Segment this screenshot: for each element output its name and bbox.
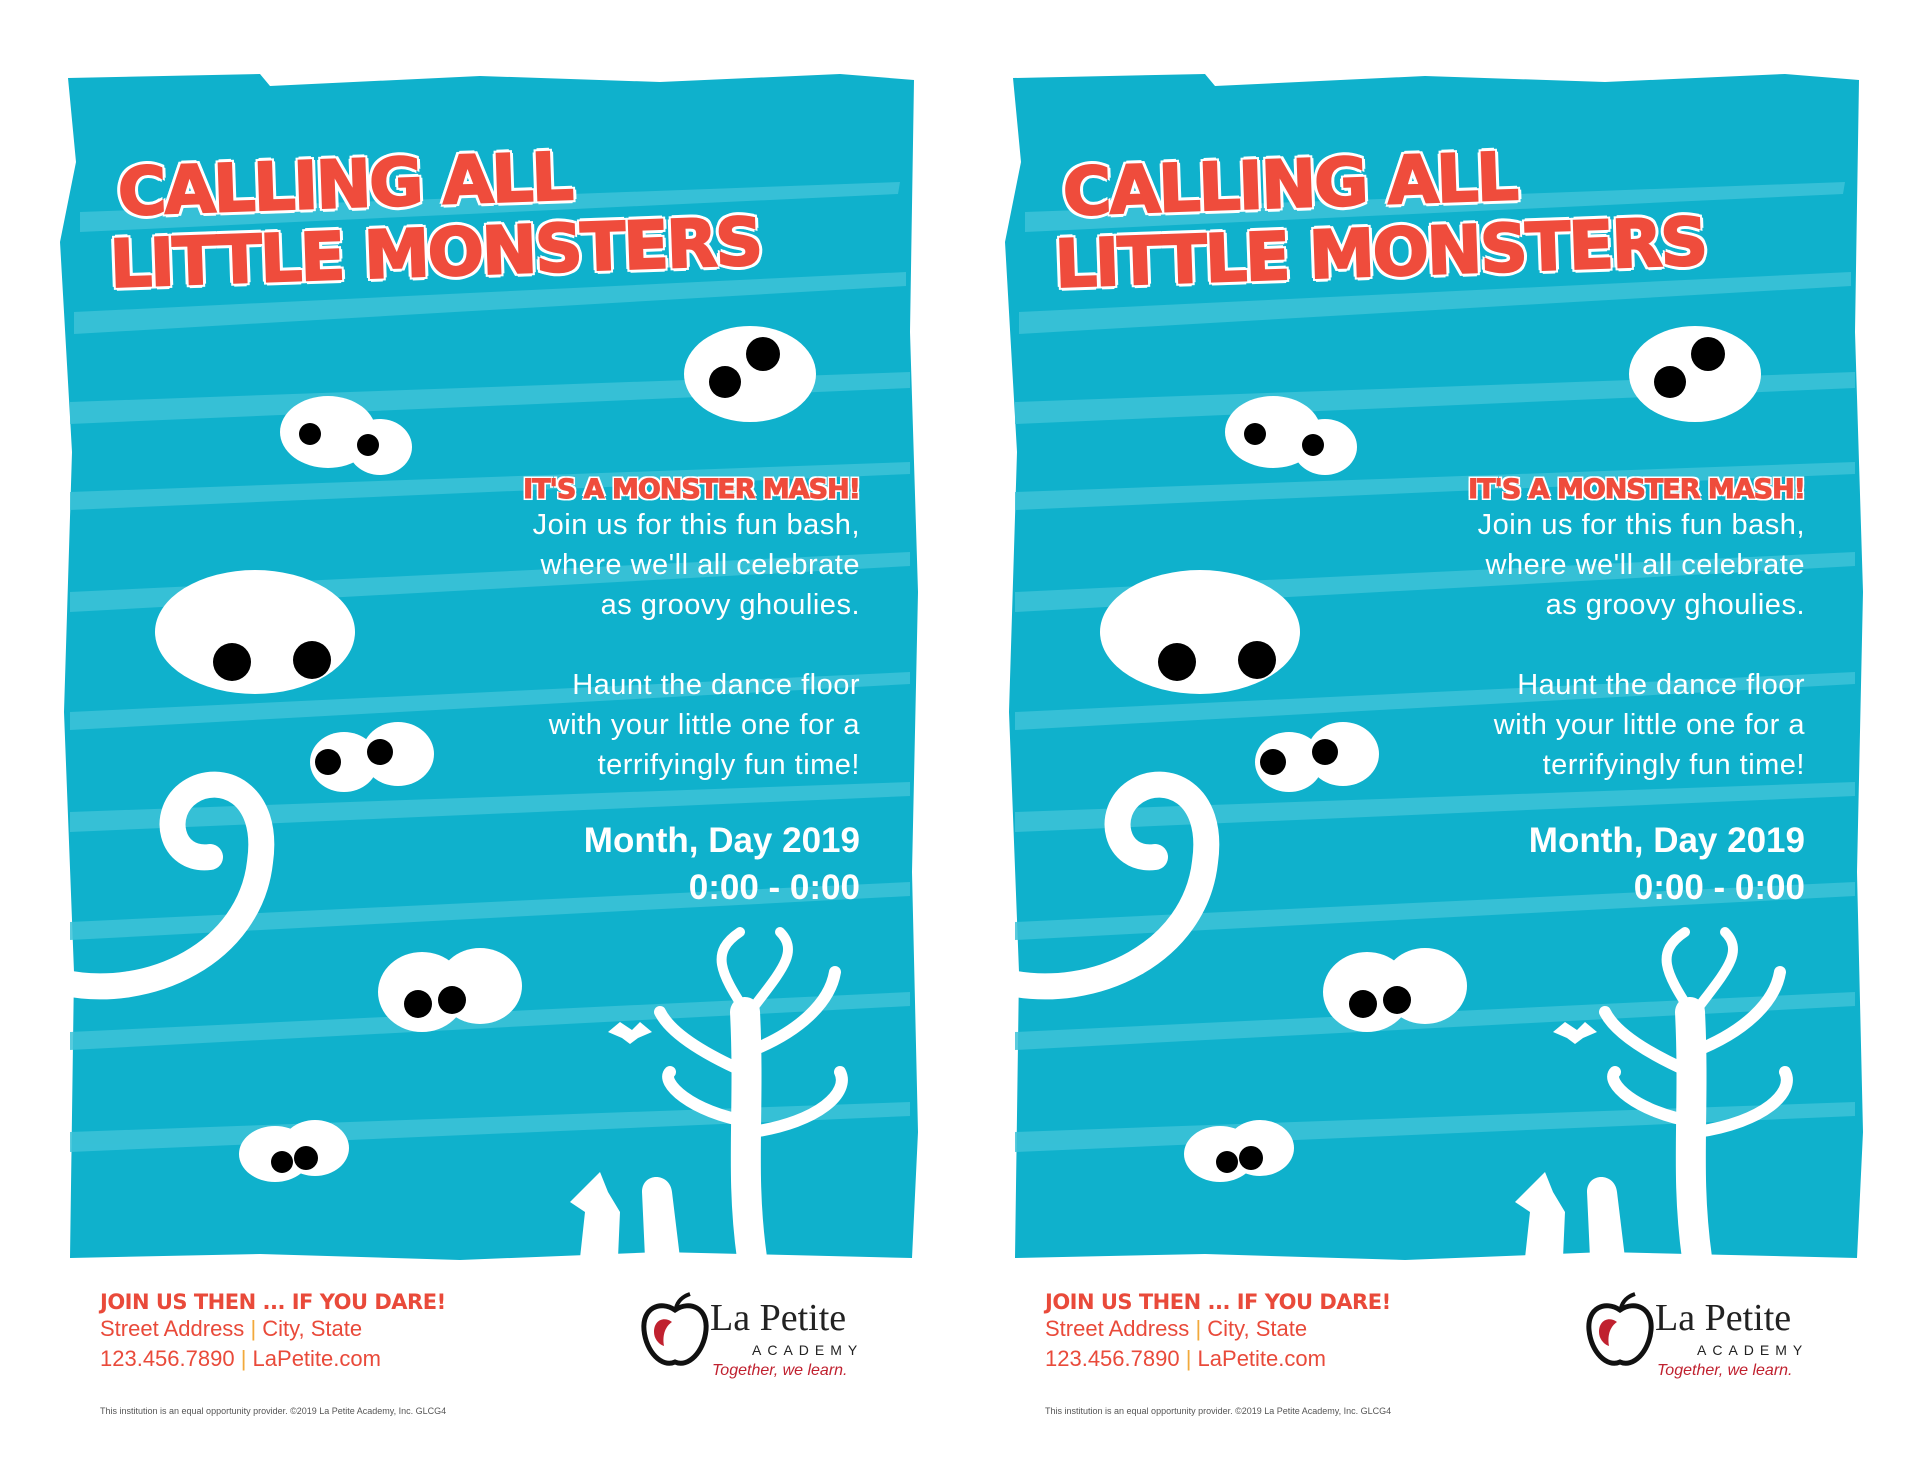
event-date: Month, Day 2019: [583, 821, 860, 860]
logo-name: La Petite: [710, 1297, 847, 1339]
legal-notice: This institution is an equal opportunity provider. ©2019 La Petite Academy, Inc. GLCG4: [100, 1406, 447, 1416]
legal-notice: This institution is an equal opportunity provider. ©2019 La Petite Academy, Inc. GLCG4: [1045, 1406, 1392, 1416]
paragraph-2: [320, 665, 860, 785]
paragraph-1: [320, 505, 860, 625]
la-petite-logo: [640, 1278, 900, 1388]
event-when: [1265, 817, 1805, 911]
invitation-copy: [320, 474, 860, 911]
tagline: IT'S A MONSTER MASH!: [1468, 474, 1805, 505]
para2-line: terrifyingly fun time!: [1542, 749, 1805, 781]
website: LaPetite.com: [1197, 1346, 1326, 1371]
para2-line: with your little one for a: [548, 709, 860, 741]
separator: |: [1195, 1316, 1202, 1341]
phone-number: 123.456.7890: [1045, 1346, 1180, 1371]
city-state: City, State: [262, 1316, 363, 1341]
city-state: City, State: [1207, 1316, 1308, 1341]
title-line-1: CALLING ALL: [1061, 138, 1518, 231]
tagline: IT'S A MONSTER MASH!: [523, 474, 860, 505]
para1-line: Join us for this fun bash,: [1477, 509, 1805, 541]
event-date: Month, Day 2019: [1528, 821, 1805, 860]
apple-logo-icon: [640, 1292, 710, 1372]
event-when: [320, 817, 860, 911]
event-time: 0:00 - 0:00: [1633, 868, 1805, 907]
title-line-1: CALLING ALL: [116, 138, 573, 231]
para1-line: where we'll all celebrate: [1485, 549, 1805, 581]
logo-academy: ACADEMY: [752, 1342, 864, 1358]
title-line-2: LITTLE MONSTERS: [1053, 203, 1708, 303]
separator: |: [250, 1316, 257, 1341]
invitation-copy: [1265, 474, 1805, 911]
logo-name: La Petite: [1655, 1297, 1792, 1339]
poster-title: [108, 138, 890, 303]
poster: [60, 72, 920, 1260]
para1-line: where we'll all celebrate: [540, 549, 860, 581]
flyer-right: [1005, 0, 1875, 1484]
title-line-2: LITTLE MONSTERS: [108, 203, 763, 303]
separator: |: [240, 1346, 247, 1371]
separator: |: [1185, 1346, 1192, 1371]
street-address: Street Address: [100, 1316, 245, 1341]
website: LaPetite.com: [252, 1346, 381, 1371]
la-petite-logo: [1585, 1278, 1845, 1388]
logo-academy: ACADEMY: [1697, 1342, 1809, 1358]
event-time: 0:00 - 0:00: [688, 868, 860, 907]
paragraph-1: [1265, 505, 1805, 625]
street-address: Street Address: [1045, 1316, 1190, 1341]
para2-line: Haunt the dance floor: [1517, 669, 1805, 701]
para2-line: Haunt the dance floor: [572, 669, 860, 701]
logo-tagline: Together, we learn.: [712, 1362, 848, 1379]
apple-logo-icon: [1585, 1292, 1655, 1372]
poster: [1005, 72, 1865, 1260]
paragraph-2: [1265, 665, 1805, 785]
para1-line: as groovy ghoulies.: [1545, 589, 1805, 621]
flyer-left: [60, 0, 930, 1484]
para1-line: as groovy ghoulies.: [600, 589, 860, 621]
para1-line: Join us for this fun bash,: [532, 509, 860, 541]
dare-heading: JOIN US THEN ... IF YOU DARE!: [100, 1290, 446, 1314]
dare-heading: JOIN US THEN ... IF YOU DARE!: [1045, 1290, 1391, 1314]
para2-line: with your little one for a: [1493, 709, 1805, 741]
logo-tagline: Together, we learn.: [1657, 1362, 1793, 1379]
para2-line: terrifyingly fun time!: [597, 749, 860, 781]
phone-number: 123.456.7890: [100, 1346, 235, 1371]
poster-title: [1053, 138, 1835, 303]
